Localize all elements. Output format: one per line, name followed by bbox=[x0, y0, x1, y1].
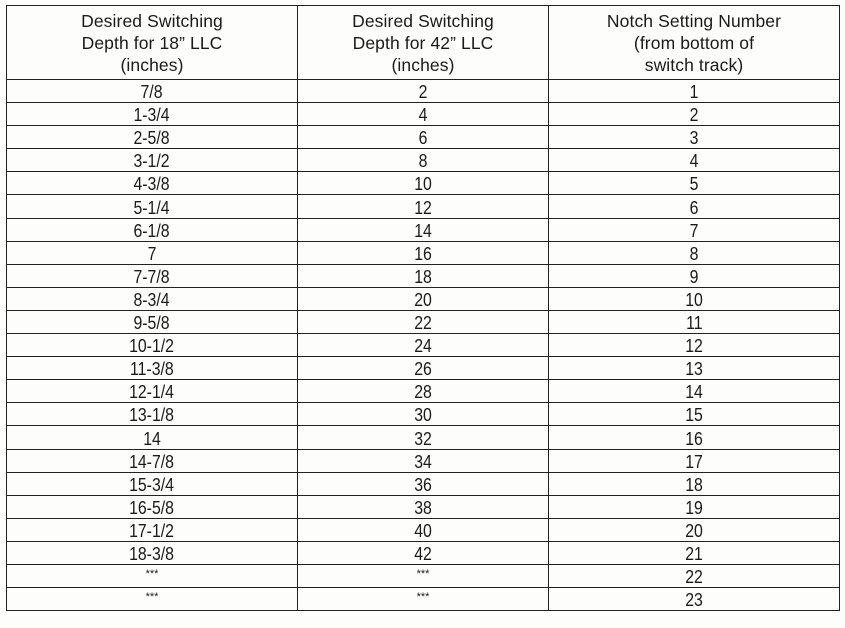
table-row bbox=[7, 310, 840, 333]
depth-42in-cell bbox=[298, 126, 549, 149]
notch-setting-table bbox=[6, 5, 840, 611]
notch-number-cell bbox=[549, 195, 840, 218]
table-row bbox=[7, 449, 840, 472]
table-row bbox=[7, 564, 840, 587]
cell-value: 7 bbox=[147, 243, 157, 264]
notch-number-cell bbox=[549, 172, 840, 195]
cell-value: 30 bbox=[414, 405, 432, 426]
cell-value: 2 bbox=[418, 82, 428, 103]
depth-18in-cell bbox=[7, 218, 298, 241]
depth-42in-cell bbox=[298, 495, 549, 518]
notch-number-cell bbox=[549, 264, 840, 287]
header-line: (inches) bbox=[120, 55, 184, 75]
depth-18in-cell bbox=[7, 541, 298, 564]
header-line: (inches) bbox=[391, 55, 455, 75]
notch-number-cell bbox=[549, 218, 840, 241]
depth-18in-cell bbox=[7, 310, 298, 333]
depth-18in-cell bbox=[7, 426, 298, 449]
notch-number-cell bbox=[549, 472, 840, 495]
cell-value: 38 bbox=[414, 497, 432, 518]
cell-value: 2 bbox=[689, 105, 699, 126]
cell-value: 18-3/8 bbox=[129, 543, 175, 564]
cell-value: 7/8 bbox=[140, 82, 164, 103]
notch-number-cell bbox=[549, 241, 840, 264]
cell-value: 1 bbox=[689, 82, 699, 103]
table-row bbox=[7, 334, 840, 357]
notch-number-cell bbox=[549, 380, 840, 403]
header-line: Desired Switching bbox=[352, 11, 494, 31]
depth-18in-cell bbox=[7, 495, 298, 518]
notch-number-cell bbox=[549, 334, 840, 357]
depth-42in-cell bbox=[298, 149, 549, 172]
header-line: Notch Setting Number bbox=[606, 11, 782, 31]
cell-value: 14 bbox=[143, 428, 161, 449]
depth-42in-cell bbox=[298, 518, 549, 541]
cell-value: 4 bbox=[418, 105, 428, 126]
header-line: Depth for 42” LLC bbox=[352, 33, 494, 53]
depth-42in-cell bbox=[298, 541, 549, 564]
cell-value: 10-1/2 bbox=[129, 336, 175, 357]
cell-value: 28 bbox=[414, 382, 432, 403]
cell-value: 5 bbox=[689, 174, 699, 195]
cell-value: 9-5/8 bbox=[133, 313, 171, 334]
cell-value: *** bbox=[416, 591, 430, 604]
depth-18in-cell bbox=[7, 564, 298, 587]
cell-value: 15 bbox=[685, 405, 703, 426]
depth-18in-cell bbox=[7, 195, 298, 218]
cell-value: 26 bbox=[414, 359, 432, 380]
header-line: switch track) bbox=[644, 55, 744, 75]
notch-number-cell bbox=[549, 403, 840, 426]
depth-18in-cell bbox=[7, 518, 298, 541]
cell-value: 14-7/8 bbox=[129, 451, 175, 472]
table-row bbox=[7, 426, 840, 449]
cell-value: 16-5/8 bbox=[129, 497, 175, 518]
depth-18in-cell bbox=[7, 264, 298, 287]
table-row bbox=[7, 80, 840, 103]
cell-value: 42 bbox=[414, 543, 432, 564]
header-line: (from bottom of bbox=[633, 33, 755, 53]
table-row bbox=[7, 172, 840, 195]
depth-42in-cell bbox=[298, 472, 549, 495]
depth-18in-cell bbox=[7, 80, 298, 103]
depth-42in-cell bbox=[298, 218, 549, 241]
depth-42in-cell bbox=[298, 241, 549, 264]
header-line: Depth for 18” LLC bbox=[81, 33, 223, 53]
depth-18in-cell bbox=[7, 103, 298, 126]
notch-number-cell bbox=[549, 495, 840, 518]
cell-value: 20 bbox=[414, 289, 432, 310]
depth-18in-cell bbox=[7, 172, 298, 195]
header-18in-llc-depth bbox=[7, 6, 298, 80]
cell-value: 20 bbox=[685, 520, 703, 541]
cell-value: 6 bbox=[418, 128, 428, 149]
notch-number-cell bbox=[549, 426, 840, 449]
header-line: Desired Switching bbox=[81, 11, 223, 31]
cell-value: 8 bbox=[418, 151, 428, 172]
cell-value: 11 bbox=[685, 313, 703, 334]
depth-42in-cell bbox=[298, 426, 549, 449]
table-row bbox=[7, 241, 840, 264]
table-row bbox=[7, 380, 840, 403]
notch-number-cell bbox=[549, 564, 840, 587]
cell-value: 16 bbox=[685, 428, 703, 449]
cell-value: 22 bbox=[685, 567, 703, 588]
table-row bbox=[7, 518, 840, 541]
depth-42in-cell bbox=[298, 80, 549, 103]
table-row bbox=[7, 126, 840, 149]
depth-42in-cell bbox=[298, 195, 549, 218]
cell-value: 6 bbox=[689, 197, 699, 218]
cell-value: 12 bbox=[414, 197, 432, 218]
depth-42in-cell bbox=[298, 310, 549, 333]
cell-value: 23 bbox=[685, 590, 703, 611]
cell-value: 8-3/4 bbox=[133, 289, 171, 310]
cell-value: 4 bbox=[689, 151, 699, 172]
cell-value: 13 bbox=[685, 359, 703, 380]
cell-value: 34 bbox=[414, 451, 432, 472]
depth-18in-cell bbox=[7, 241, 298, 264]
notch-number-cell bbox=[549, 449, 840, 472]
cell-value: 7-7/8 bbox=[133, 266, 171, 287]
depth-42in-cell bbox=[298, 264, 549, 287]
depth-18in-cell bbox=[7, 403, 298, 426]
header-42in-llc-depth bbox=[298, 6, 549, 80]
notch-number-cell bbox=[549, 287, 840, 310]
cell-value: 10 bbox=[685, 289, 703, 310]
depth-42in-cell bbox=[298, 380, 549, 403]
cell-value: 22 bbox=[414, 313, 432, 334]
cell-value: 5-1/4 bbox=[133, 197, 171, 218]
cell-value: 16 bbox=[414, 243, 432, 264]
depth-42in-cell bbox=[298, 588, 549, 611]
depth-42in-cell bbox=[298, 564, 549, 587]
cell-value: 36 bbox=[414, 474, 432, 495]
table-row bbox=[7, 103, 840, 126]
table-row bbox=[7, 403, 840, 426]
cell-value: 18 bbox=[685, 474, 703, 495]
cell-value: 1-3/4 bbox=[133, 105, 171, 126]
cell-value: 15-3/4 bbox=[129, 474, 175, 495]
notch-number-cell bbox=[549, 80, 840, 103]
depth-18in-cell bbox=[7, 126, 298, 149]
table-body bbox=[7, 80, 840, 611]
cell-value: 13-1/8 bbox=[129, 405, 175, 426]
cell-value: *** bbox=[145, 591, 159, 604]
depth-42in-cell bbox=[298, 449, 549, 472]
table-row bbox=[7, 472, 840, 495]
cell-value: 18 bbox=[414, 266, 432, 287]
depth-18in-cell bbox=[7, 449, 298, 472]
table-row bbox=[7, 287, 840, 310]
depth-18in-cell bbox=[7, 287, 298, 310]
notch-number-cell bbox=[549, 518, 840, 541]
cell-value: 40 bbox=[414, 520, 432, 541]
table-row bbox=[7, 264, 840, 287]
depth-18in-cell bbox=[7, 588, 298, 611]
depth-42in-cell bbox=[298, 334, 549, 357]
cell-value: 14 bbox=[414, 220, 432, 241]
cell-value: 19 bbox=[685, 497, 703, 518]
cell-value: 17 bbox=[685, 451, 703, 472]
table-header-row bbox=[7, 6, 840, 80]
cell-value: 2-5/8 bbox=[133, 128, 171, 149]
table-row bbox=[7, 218, 840, 241]
depth-42in-cell bbox=[298, 287, 549, 310]
cell-value: 21 bbox=[685, 543, 703, 564]
notch-number-cell bbox=[549, 149, 840, 172]
cell-value: 32 bbox=[414, 428, 432, 449]
depth-18in-cell bbox=[7, 380, 298, 403]
depth-18in-cell bbox=[7, 334, 298, 357]
cell-value: 11-3/8 bbox=[130, 359, 174, 380]
cell-value: 14 bbox=[685, 382, 703, 403]
cell-value: 3-1/2 bbox=[133, 151, 171, 172]
cell-value: 8 bbox=[689, 243, 699, 264]
cell-value: 12 bbox=[685, 336, 703, 357]
notch-number-cell bbox=[549, 126, 840, 149]
header-notch-setting bbox=[549, 6, 840, 80]
cell-value: *** bbox=[145, 568, 159, 581]
table-row bbox=[7, 588, 840, 611]
table-row bbox=[7, 357, 840, 380]
depth-42in-cell bbox=[298, 403, 549, 426]
table-row bbox=[7, 149, 840, 172]
depth-18in-cell bbox=[7, 149, 298, 172]
depth-18in-cell bbox=[7, 472, 298, 495]
depth-42in-cell bbox=[298, 357, 549, 380]
cell-value: 3 bbox=[689, 128, 699, 149]
cell-value: 9 bbox=[689, 266, 699, 287]
table-row bbox=[7, 541, 840, 564]
cell-value: 7 bbox=[689, 220, 699, 241]
notch-number-cell bbox=[549, 588, 840, 611]
cell-value: 24 bbox=[414, 336, 432, 357]
table-row bbox=[7, 495, 840, 518]
cell-value: 12-1/4 bbox=[129, 382, 175, 403]
cell-value: *** bbox=[416, 568, 430, 581]
table-row bbox=[7, 195, 840, 218]
depth-42in-cell bbox=[298, 172, 549, 195]
notch-number-cell bbox=[549, 310, 840, 333]
depth-18in-cell bbox=[7, 357, 298, 380]
cell-value: 4-3/8 bbox=[133, 174, 171, 195]
notch-number-cell bbox=[549, 541, 840, 564]
notch-number-cell bbox=[549, 357, 840, 380]
depth-42in-cell bbox=[298, 103, 549, 126]
cell-value: 10 bbox=[414, 174, 432, 195]
cell-value: 6-1/8 bbox=[133, 220, 171, 241]
cell-value: 17-1/2 bbox=[129, 520, 175, 541]
notch-number-cell bbox=[549, 103, 840, 126]
